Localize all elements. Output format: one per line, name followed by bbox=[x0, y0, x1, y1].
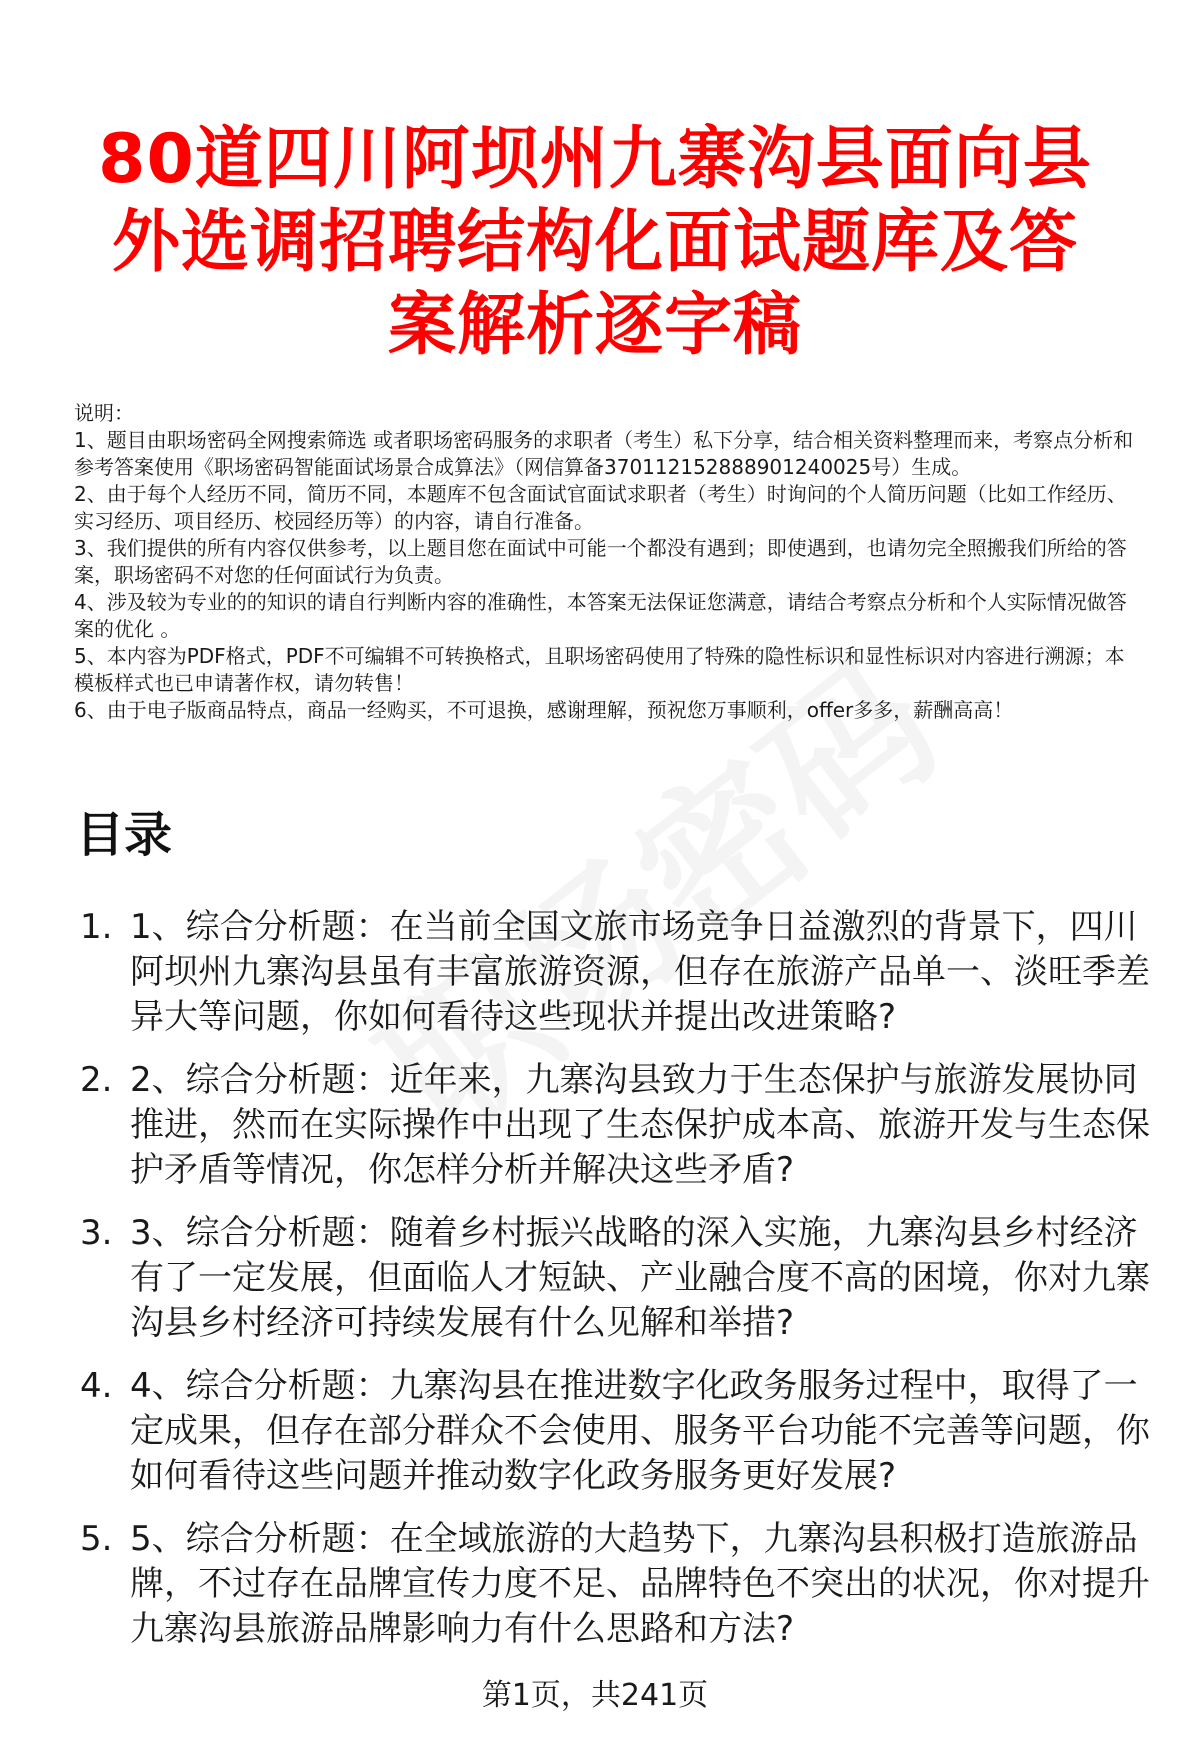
toc-item-text: 4、综合分析题：九寨沟县在推进数字化政务服务过程中，取得了一定成果，但存在部分群众不会使用、服务平台功能不完善等问题，你如何看待这些问题并推动数字化政务服务更好发展? bbox=[130, 1366, 1150, 1496]
toc-item-number: 4. bbox=[80, 1366, 113, 1406]
notes-heading: 说明： bbox=[74, 401, 134, 425]
toc-item[interactable] bbox=[80, 905, 1170, 1040]
toc-item[interactable] bbox=[80, 1517, 1170, 1652]
table-of-contents bbox=[80, 905, 1170, 1670]
toc-item[interactable] bbox=[80, 1058, 1170, 1193]
note-item: 3、我们提供的所有内容仅供参考，以上题目您在面试中可能一个都没有遇到；即使遇到，也请勿完全照搬我们所给的答案，职场密码不对您的任何面试行为负责。 bbox=[74, 536, 1127, 587]
toc-heading: 目录 bbox=[76, 807, 173, 863]
note-item: 5、本内容为PDF格式，PDF不可编辑不可转换格式，且职场密码使用了特殊的隐性标识和显性标识对内容进行溯源；本模板样式也已申请著作权，请勿转售！ bbox=[74, 644, 1125, 695]
toc-item-text: 1、综合分析题：在当前全国文旅市场竞争日益激烈的背景下，四川阿坝州九寨沟县虽有丰富旅游资源，但存在旅游产品单一、淡旺季差异大等问题，你如何看待这些现状并提出改进策略? bbox=[130, 907, 1150, 1037]
toc-item-number: 1. bbox=[80, 907, 113, 947]
document-title: 80道四川阿坝州九寨沟县面向县外选调招聘结构化面试题库及答案解析逐字稿 bbox=[98, 120, 1092, 365]
toc-item[interactable] bbox=[80, 1211, 1170, 1346]
toc-item[interactable] bbox=[80, 1364, 1170, 1499]
note-item: 1、题目由职场密码全网搜索筛选 或者职场密码服务的求职者（考生）私下分享，结合相关资料整理而来，考察点分析和参考答案使用《职场密码智能面试场景合成算法》（网信算备370112152888901240025号）生成。 bbox=[74, 428, 1134, 479]
page-number: 第1页，共241页 bbox=[481, 1678, 709, 1713]
toc-item-text: 2、综合分析题：近年来，九寨沟县致力于生态保护与旅游发展协同推进，然而在实际操作中出现了生态保护成本高、旅游开发与生态保护矛盾等情况，你怎样分析并解决这些矛盾? bbox=[130, 1060, 1150, 1190]
toc-item-number: 2. bbox=[80, 1060, 113, 1100]
toc-item-number: 3. bbox=[80, 1213, 113, 1253]
notes-section bbox=[74, 400, 1134, 724]
note-item: 2、由于每个人经历不同，简历不同，本题库不包含面试官面试求职者（考生）时询问的个人简历问题（比如工作经历、实习经历、项目经历、校园经历等）的内容，请自行准备。 bbox=[74, 482, 1127, 533]
toc-item-number: 5. bbox=[80, 1519, 113, 1559]
toc-item-text: 5、综合分析题：在全域旅游的大趋势下，九寨沟县积极打造旅游品牌，不过存在品牌宣传力度不足、品牌特色不突出的状况，你对提升九寨沟县旅游品牌影响力有什么思路和方法? bbox=[130, 1519, 1150, 1649]
toc-item-text: 3、综合分析题：随着乡村振兴战略的深入实施，九寨沟县乡村经济有了一定发展，但面临人才短缺、产业融合度不高的困境，你对九寨沟县乡村经济可持续发展有什么见解和举措? bbox=[130, 1213, 1150, 1343]
note-item: 6、由于电子版商品特点，商品一经购买，不可退换，感谢理解，预祝您万事顺利，offer多多，薪酬高高！ bbox=[74, 698, 1014, 722]
note-item: 4、涉及较为专业的的知识的请自行判断内容的准确性，本答案无法保证您满意，请结合考察点分析和个人实际情况做答案的优化 。 bbox=[74, 590, 1127, 641]
